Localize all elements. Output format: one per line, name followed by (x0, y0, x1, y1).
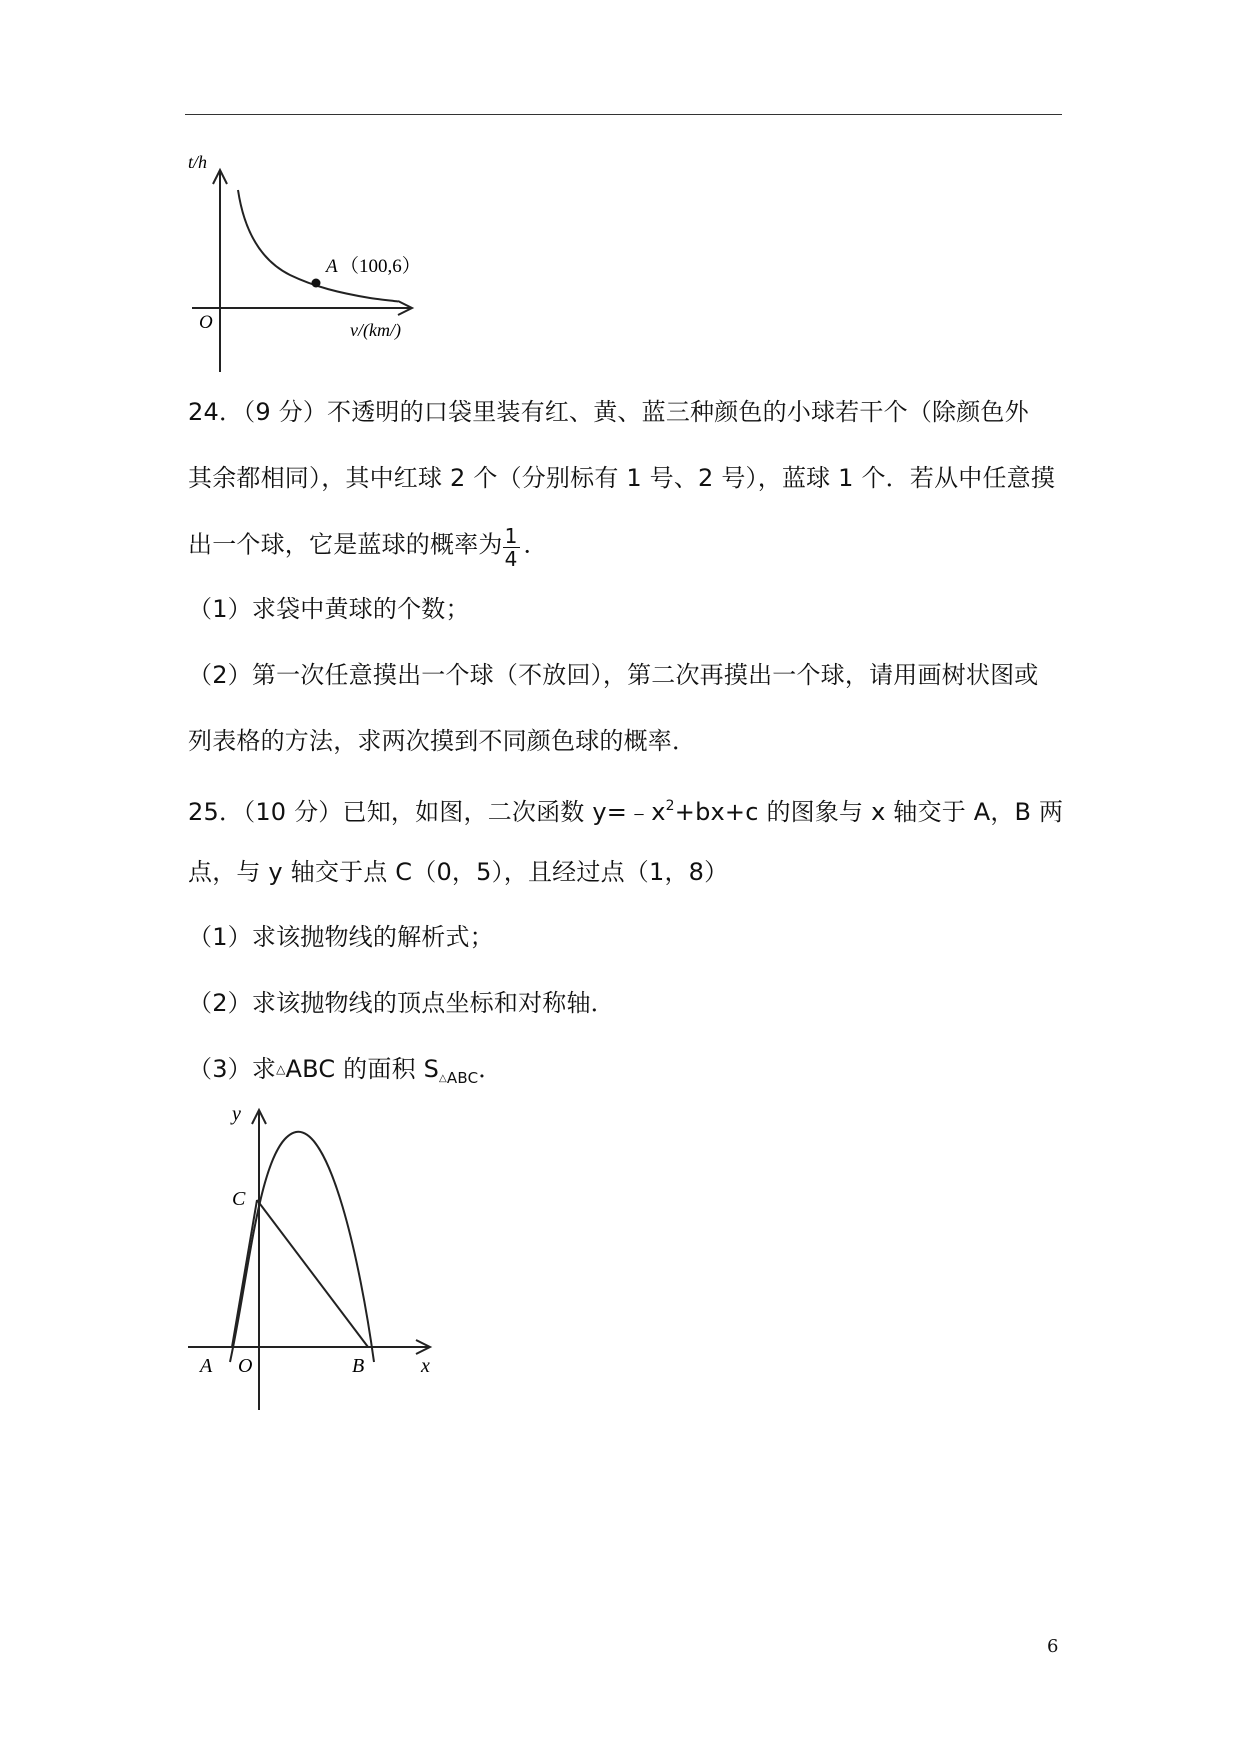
segment-a-axis (232, 1200, 257, 1347)
area-subscript (439, 1069, 478, 1087)
q25-part1: （1）求该抛物线的解析式； (188, 923, 494, 951)
q25-part2: （2）求该抛物线的顶点坐标和对称轴． (188, 989, 615, 1017)
b-label: B (352, 1355, 365, 1377)
q24-line3-prefix: 出一个球，它是蓝球的概率为 (188, 530, 503, 559)
subscript-triangle: △ (439, 1073, 447, 1084)
q24-line1: 24．（9 分）不透明的口袋里装有红、黄、蓝三种颜色的小球若干个（除颜色外 (188, 398, 1029, 426)
q25-part3-suffix: ． (478, 1055, 503, 1083)
c-label: C (232, 1188, 246, 1210)
q24-line2: 其余都相同），其中红球 2 个（分别标有 1 号、2 号），蓝球 1 个．若从中任意摸 (188, 464, 1056, 492)
q24-line3 (188, 523, 548, 571)
point-a-label: A (326, 256, 338, 277)
fraction-denominator: 4 (504, 547, 518, 571)
graph-time-vs-speed (180, 150, 440, 380)
header-rule (185, 114, 1062, 115)
probability-fraction (503, 525, 520, 570)
point-a-coords: （100,6） (340, 256, 421, 277)
q25-line2: 点，与 y 轴交于点 C（0，5），且经过点（1，8） (188, 858, 729, 886)
q25-part3-mid: ABC 的面积 S (285, 1055, 440, 1083)
y-axis-label: t/h (188, 152, 208, 172)
q24-part2-line2: 列表格的方法，求两次摸到不同颜色球的概率． (188, 727, 697, 755)
q24-part1: （1）求袋中黄球的个数； (188, 595, 470, 623)
point-a-dot (312, 279, 321, 288)
fraction-numerator: 1 (504, 524, 518, 548)
q25-part3 (188, 1053, 503, 1091)
o-label: O (238, 1355, 253, 1377)
segment-cb (257, 1200, 368, 1347)
q25-line1-suffix: +bx+c 的图象与 x 轴交于 A，B 两 (674, 798, 1064, 826)
subscript-text: ABC (446, 1069, 479, 1087)
q25-line1 (188, 790, 1063, 828)
q24-part2-line1: （2）第一次任意摸出一个球（不放回），第二次再摸出一个球，请用画树状图或 (188, 661, 1039, 689)
exponent: 2 (665, 798, 675, 814)
x-label: x (421, 1355, 430, 1377)
a-label: A (200, 1355, 213, 1377)
x-axis-label: v/(km/) (350, 320, 401, 340)
q25-part3-prefix: （3）求 (188, 1055, 277, 1083)
y-label: y (232, 1103, 241, 1125)
origin-label: O (199, 312, 213, 333)
graph-parabola (180, 1100, 450, 1420)
page-number: 6 (1047, 1636, 1059, 1657)
q25-line1-prefix: 25．（10 分）已知，如图，二次函数 y=﹣x (188, 798, 666, 826)
triangle-symbol: △ (276, 1062, 286, 1076)
q24-line3-suffix: ． (523, 530, 548, 559)
